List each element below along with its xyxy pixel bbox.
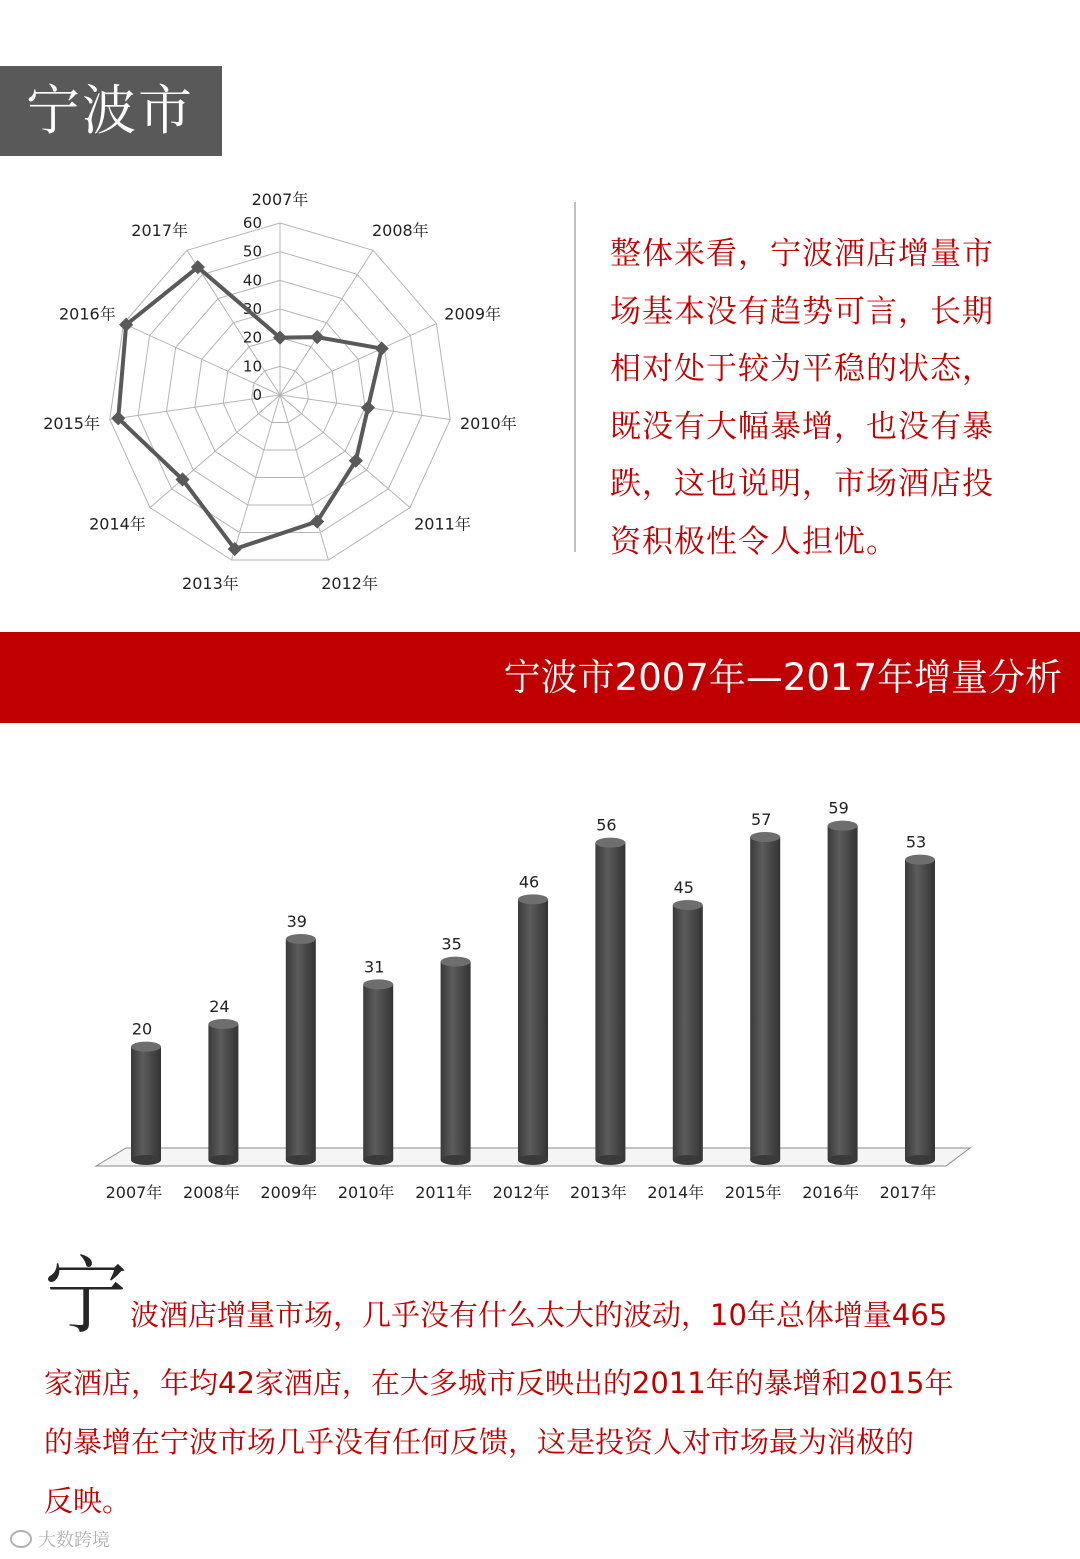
bar-top <box>750 832 780 842</box>
bar-chart <box>0 760 1080 1220</box>
bar-value-label: 56 <box>596 815 617 835</box>
bar-category-label: 2017年 <box>879 1183 937 1202</box>
bar-top <box>828 821 858 831</box>
conclusion-text <box>44 1247 1044 1531</box>
radar-category-label: 2011年 <box>414 514 471 534</box>
bar <box>518 899 548 1160</box>
bar-top <box>441 957 471 967</box>
radar-point <box>310 330 324 344</box>
bar-category-label: 2016年 <box>802 1183 859 1202</box>
bar-category-label: 2009年 <box>260 1183 318 1202</box>
bar-top <box>518 894 548 904</box>
radar-tick-label: 10 <box>242 357 262 376</box>
bar <box>828 826 858 1160</box>
radar-tick-label: 60 <box>242 214 262 232</box>
bar-category-label: 2015年 <box>724 1183 782 1202</box>
conclusion-line: 的暴增在宁波市场几乎没有任何反馈，这是投资人对市场最为消极的 <box>44 1425 915 1459</box>
bar-value-label: 45 <box>673 878 694 897</box>
bar <box>131 1047 161 1160</box>
radar-category-label: 2012年 <box>321 574 378 594</box>
watermark-text: 大数跨境 <box>38 1530 110 1551</box>
bar-top <box>208 1019 238 1029</box>
bar <box>363 984 393 1160</box>
drop-cap: 宁 <box>44 1247 129 1345</box>
bar-base <box>595 1155 625 1165</box>
radar-category-label: 2007年 <box>251 190 309 209</box>
radar-tick-label: 40 <box>242 271 262 290</box>
radar-spoke <box>150 395 280 508</box>
bar-base <box>673 1155 703 1165</box>
radar-tick-label: 50 <box>242 242 262 261</box>
radar-category-label: 2016年 <box>58 304 116 324</box>
bar-category-label: 2008年 <box>183 1183 240 1202</box>
bar-top <box>673 900 703 910</box>
bar-base <box>363 1155 393 1165</box>
bar-category-label: 2013年 <box>570 1183 627 1202</box>
radar-category-label: 2014年 <box>89 514 146 534</box>
radar-category-label: 2010年 <box>460 413 517 433</box>
bar <box>441 962 471 1160</box>
bar-base <box>286 1155 316 1165</box>
watermark <box>10 1526 110 1552</box>
bar <box>905 860 935 1160</box>
radar-series-line <box>118 267 381 549</box>
bar-base <box>441 1155 471 1165</box>
conclusion-line: 反映。 <box>44 1484 132 1518</box>
section-banner <box>0 632 1080 723</box>
radar-category-label: 2015年 <box>43 413 100 433</box>
bar-value-label: 46 <box>518 872 540 892</box>
bar-base <box>905 1155 935 1165</box>
bar-value-label: 53 <box>905 832 927 852</box>
radar-tick-label: 20 <box>242 328 262 347</box>
summary-line: 相对处于较为平稳的状态， <box>610 351 994 387</box>
radar-category-label: 2009年 <box>444 304 502 324</box>
bar-top <box>286 934 316 944</box>
radar-category-label: 2013年 <box>182 574 239 594</box>
summary-line: 既没有大幅暴增，也没有暴 <box>610 408 994 445</box>
bar-top <box>363 979 393 989</box>
city-title: 宁波市 <box>0 66 222 156</box>
radar-category-label: 2017年 <box>131 221 189 241</box>
vertical-divider <box>574 202 576 552</box>
bar-category-label: 2007年 <box>105 1183 163 1202</box>
brand-icon <box>10 1530 32 1548</box>
bar-top <box>905 855 935 865</box>
radar-tick-label: 0 <box>252 386 262 404</box>
bar-base <box>828 1155 858 1165</box>
bar-base <box>518 1155 548 1165</box>
conclusion-line: 波酒店增量市场，几乎没有什么太大的波动，10年总体增量465 <box>130 1298 948 1332</box>
bar-top <box>131 1042 161 1052</box>
radar-point <box>375 341 389 355</box>
bar-base <box>750 1155 780 1165</box>
bar-category-label: 2011年 <box>415 1183 472 1202</box>
bar-value-label: 24 <box>209 997 230 1016</box>
radar-spoke <box>280 395 410 508</box>
bar-value-label: 39 <box>286 912 307 931</box>
bar-base <box>131 1155 161 1165</box>
summary-line: 整体来看，宁波酒店增量市 <box>610 236 994 272</box>
bar-value-label: 57 <box>751 810 772 829</box>
bar-value-label: 59 <box>828 798 849 818</box>
bar-top <box>595 838 625 848</box>
banner-title: 宁波市2007年—2017年增量分析 <box>503 656 1062 699</box>
radar-category-label: 2008年 <box>371 221 429 241</box>
bar <box>208 1024 238 1160</box>
radar-tick-label: 30 <box>242 300 262 318</box>
conclusion-line: 家酒店，年均42家酒店，在大多城市反映出的2011年的暴增和2015年 <box>44 1366 954 1400</box>
summary-text <box>610 226 1010 571</box>
bar-value-label: 20 <box>131 1019 153 1039</box>
bar <box>595 843 625 1160</box>
summary-line: 资积极性令人担忧。 <box>610 523 898 560</box>
bar <box>673 905 703 1160</box>
bar-category-label: 2010年 <box>337 1183 395 1202</box>
bar-category-label: 2014年 <box>647 1183 705 1202</box>
radar-chart <box>30 180 570 600</box>
summary-line: 场基本没有趋势可言，长期 <box>610 293 994 330</box>
bar-value-label: 31 <box>364 957 385 977</box>
summary-line: 跌，这也说明，市场酒店投 <box>610 466 994 502</box>
bar-category-label: 2012年 <box>492 1183 550 1202</box>
bar <box>750 837 780 1160</box>
bar <box>286 939 316 1160</box>
bar-value-label: 35 <box>441 934 462 954</box>
bar-base <box>208 1155 238 1165</box>
